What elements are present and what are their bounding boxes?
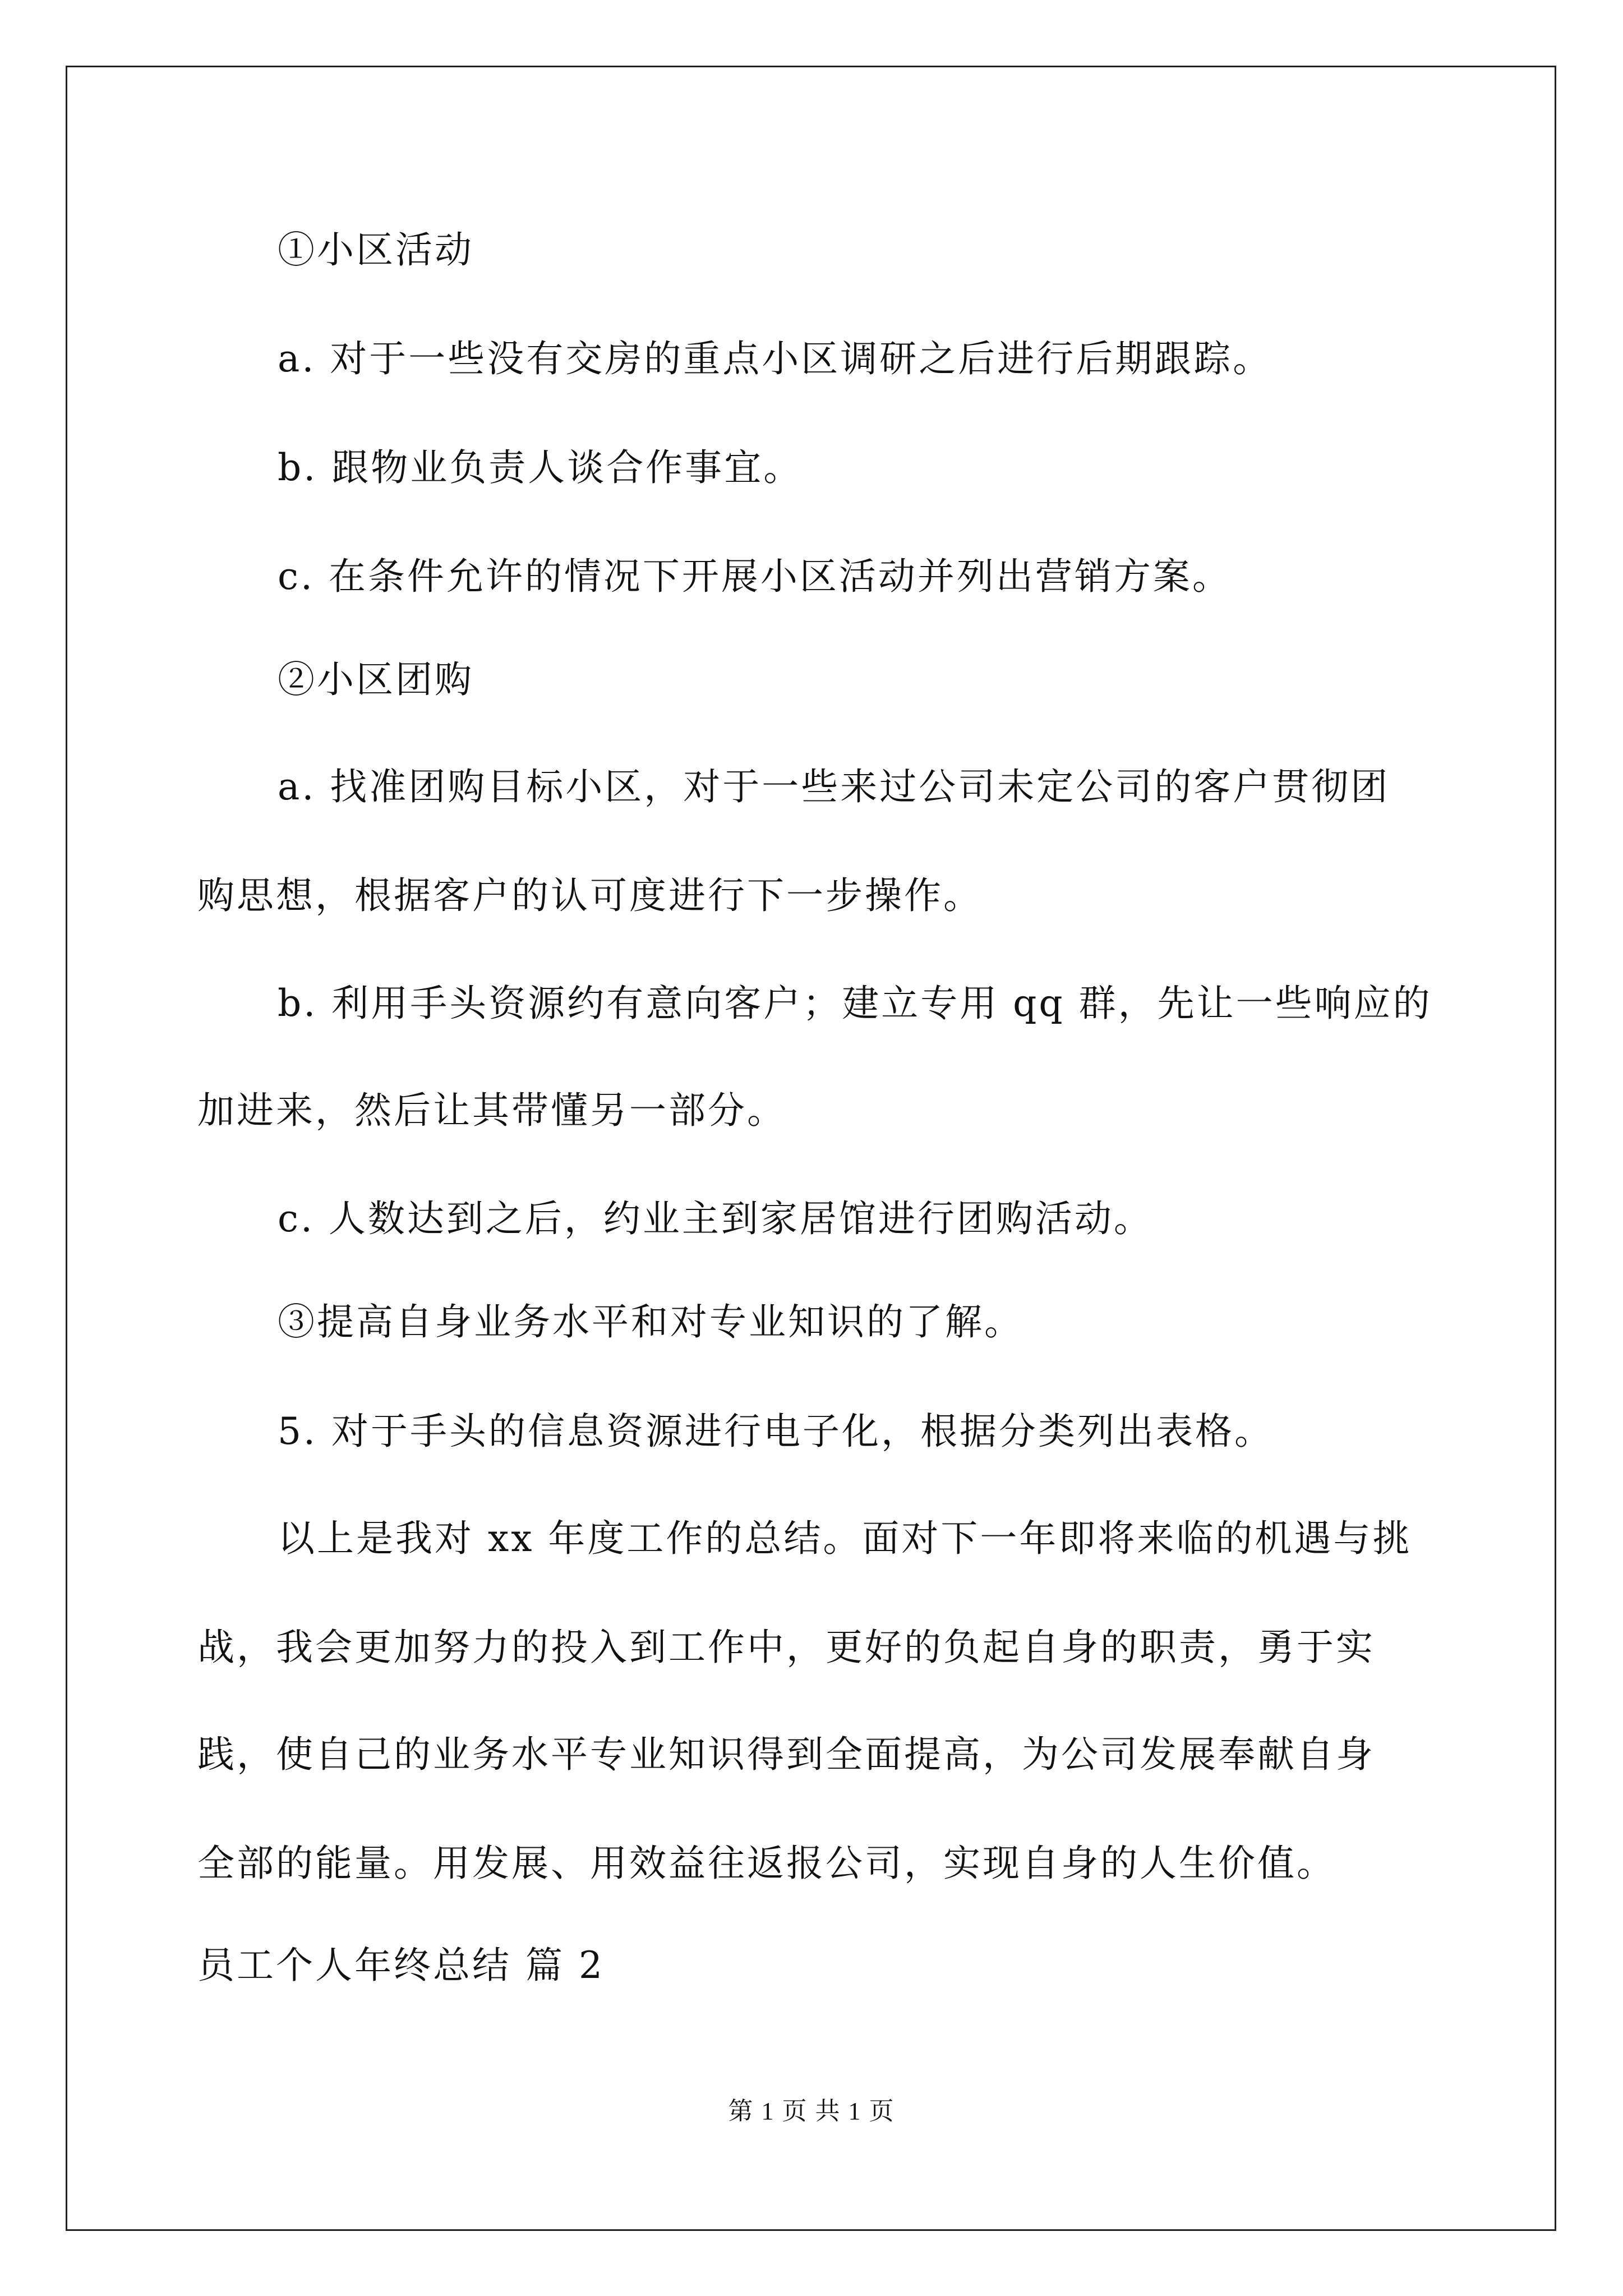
paragraph-heading-group-buy: ②小区团购: [278, 658, 474, 701]
page-footer: 第 1 页 共 1 页: [728, 2097, 895, 2125]
paragraph-line: 全部的能量。用发展、用效益往返报公司，实现自身的人生价值。: [197, 1842, 1336, 1885]
paragraph-line: 战，我会更加努力的投入到工作中，更好的负起自身的职责，勇于实: [197, 1626, 1375, 1669]
paragraph-line: 5. 对于手头的信息资源进行电子化，根据分类列出表格。: [278, 1410, 1274, 1453]
paragraph-line: 加进来，然后让其带懂另一部分。: [197, 1089, 786, 1132]
paragraph-line: c. 在条件允许的情况下开展小区活动并列出营销方案。: [278, 555, 1232, 598]
paragraph-line: b. 跟物业负责人谈合作事宜。: [278, 446, 803, 489]
section-title: 员工个人年终总结 篇 2: [197, 1944, 605, 1987]
paragraph-line: c. 人数达到之后，约业主到家居馆进行团购活动。: [278, 1197, 1153, 1240]
page-border: [66, 66, 1556, 2231]
paragraph-line: 以上是我对 xx 年度工作的总结。面对下一年即将来临的机遇与挑: [278, 1517, 1412, 1560]
paragraph-line: b. 利用手头资源约有意向客户；建立专用 qq 群，先让一些响应的: [278, 982, 1432, 1025]
paragraph-line: 践，使自己的业务水平专业知识得到全面提高，为公司发展奉献自身: [197, 1733, 1375, 1776]
paragraph-line: a. 对于一些没有交房的重点小区调研之后进行后期跟踪。: [278, 337, 1272, 380]
paragraph-heading-community-activity: ①小区活动: [278, 228, 474, 272]
paragraph-heading-skills: ③提高自身业务水平和对专业知识的了解。: [278, 1300, 1023, 1343]
paragraph-line: 购思想，根据客户的认可度进行下一步操作。: [197, 874, 983, 917]
paragraph-line: a. 找准团购目标小区，对于一些来过公司未定公司的客户贯彻团: [278, 765, 1390, 808]
